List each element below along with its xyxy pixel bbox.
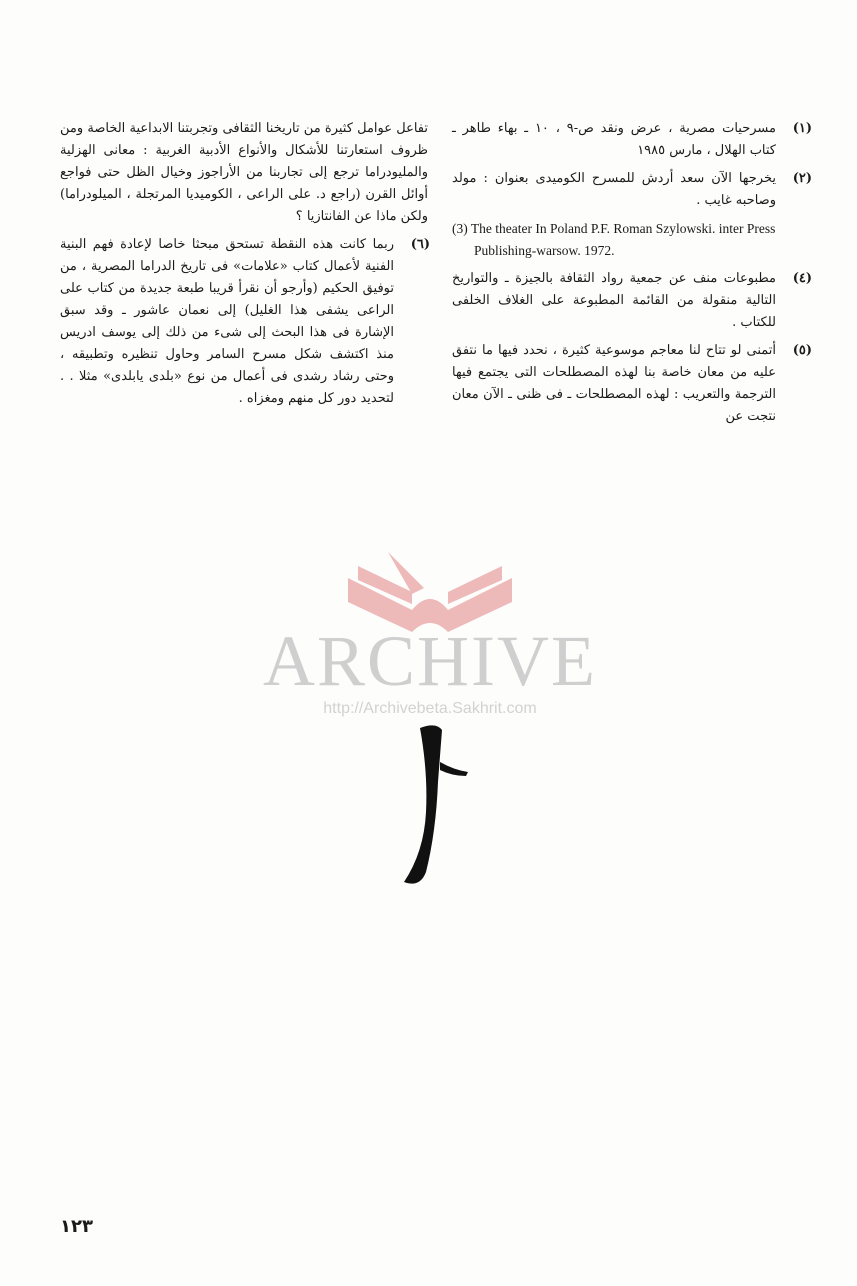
footnote-text: تفاعل عوامل كثيرة من تاريخنا الثقافى وتجربتنا الابداعية الخاصة ومن ظروف استعارتنا للأشكال والأنواع الأدبية الغربية : معانى الهزلية والمليودراما ترجع إلى تجاربنا من الأراجوز وخيال الظل حتى فواجع أوائل القرن (راجع د. على الراعى ، الكوميديا المرتجلة ، الميلودراما) ولكن ماذا عن الفانتازيا ؟ bbox=[60, 121, 428, 224]
footnote-text: مطبوعات منف عن جمعية رواد الثقافة بالجيزة ـ والتواريخ التالية منقولة من القائمة المطبوعة على الغلاف الخلفى للكتاب . bbox=[452, 271, 776, 330]
footnote-text: يخرجها الآن سعد أردش للمسرح الكوميدى بعنوان : مولد وصاحبه غايب . bbox=[452, 171, 776, 208]
footnote-1 bbox=[452, 118, 810, 162]
page-number: ١٢٣ bbox=[60, 1216, 93, 1237]
footnotes-right-column bbox=[452, 118, 810, 434]
footnote-number: (١) bbox=[792, 121, 812, 136]
footnote-text: مسرحيات مصرية ، عرض ونقد ص-٩ ، ١٠ ـ بهاء طاهر ـ كتاب الهلال ، مارس ١٩٨٥ bbox=[452, 121, 776, 158]
footnote-text: ربما كانت هذه النقطة تستحق مبحثا خاصا لإعادة فهم البنية الفنية لأعمال كتاب «علامات» فى تاريخ الدراما المصرية ، من توفيق الحكيم (وأرجو أن نقرأ قريبا طبعة جديدة من كتاب على الراعى يشفى هذا الغليل) إلى نعمان عاشور ـ وقد سبق الإشارة فى هذا البحث إلى شىء من ذلك إلى يوسف ادريس منذ اكتشف شكل مسرح السامر وحاول تنظيره وتطبيقه ، وحتى رشاد رشدى فى أعمال من نوع «بلدى يابلدى» مثلا . . لتحديد دور كل منهم ومغزاه . bbox=[60, 237, 394, 406]
footnote-number: (3) bbox=[452, 221, 468, 236]
footnote-3 bbox=[452, 218, 810, 262]
footnote-2 bbox=[452, 168, 810, 212]
decorative-alif-glyph-icon bbox=[396, 722, 476, 892]
footnote-6 bbox=[60, 234, 428, 410]
footnote-number: (٢) bbox=[792, 171, 812, 186]
footnote-number: (٥) bbox=[792, 343, 812, 358]
footnote-5-continued bbox=[60, 118, 428, 228]
footnote-number: (٦) bbox=[410, 237, 430, 252]
watermark-url: http://Archivebeta.Sakhrit.com bbox=[323, 700, 537, 717]
footnote-number: (٤) bbox=[792, 271, 812, 286]
footnote-text: The theater In Poland P.F. Roman Szylowski. inter Press Publishing-warsow. 1972. bbox=[470, 221, 776, 258]
watermark-title: ARCHIVE bbox=[263, 621, 597, 701]
footnote-5 bbox=[452, 340, 810, 428]
footnote-4 bbox=[452, 268, 810, 334]
footnote-text: أتمنى لو تتاح لنا معاجم موسوعية كثيرة ، نحدد فيها ما نتفق عليه من معان خاصة بنا لهذه المصطلحات التى يجتمع فيها الترجمة والتعريب : لهذه المصطلحات ـ فى ظنى ـ الآن معان نتجت عن bbox=[452, 343, 776, 424]
footnotes-left-column bbox=[60, 118, 428, 416]
